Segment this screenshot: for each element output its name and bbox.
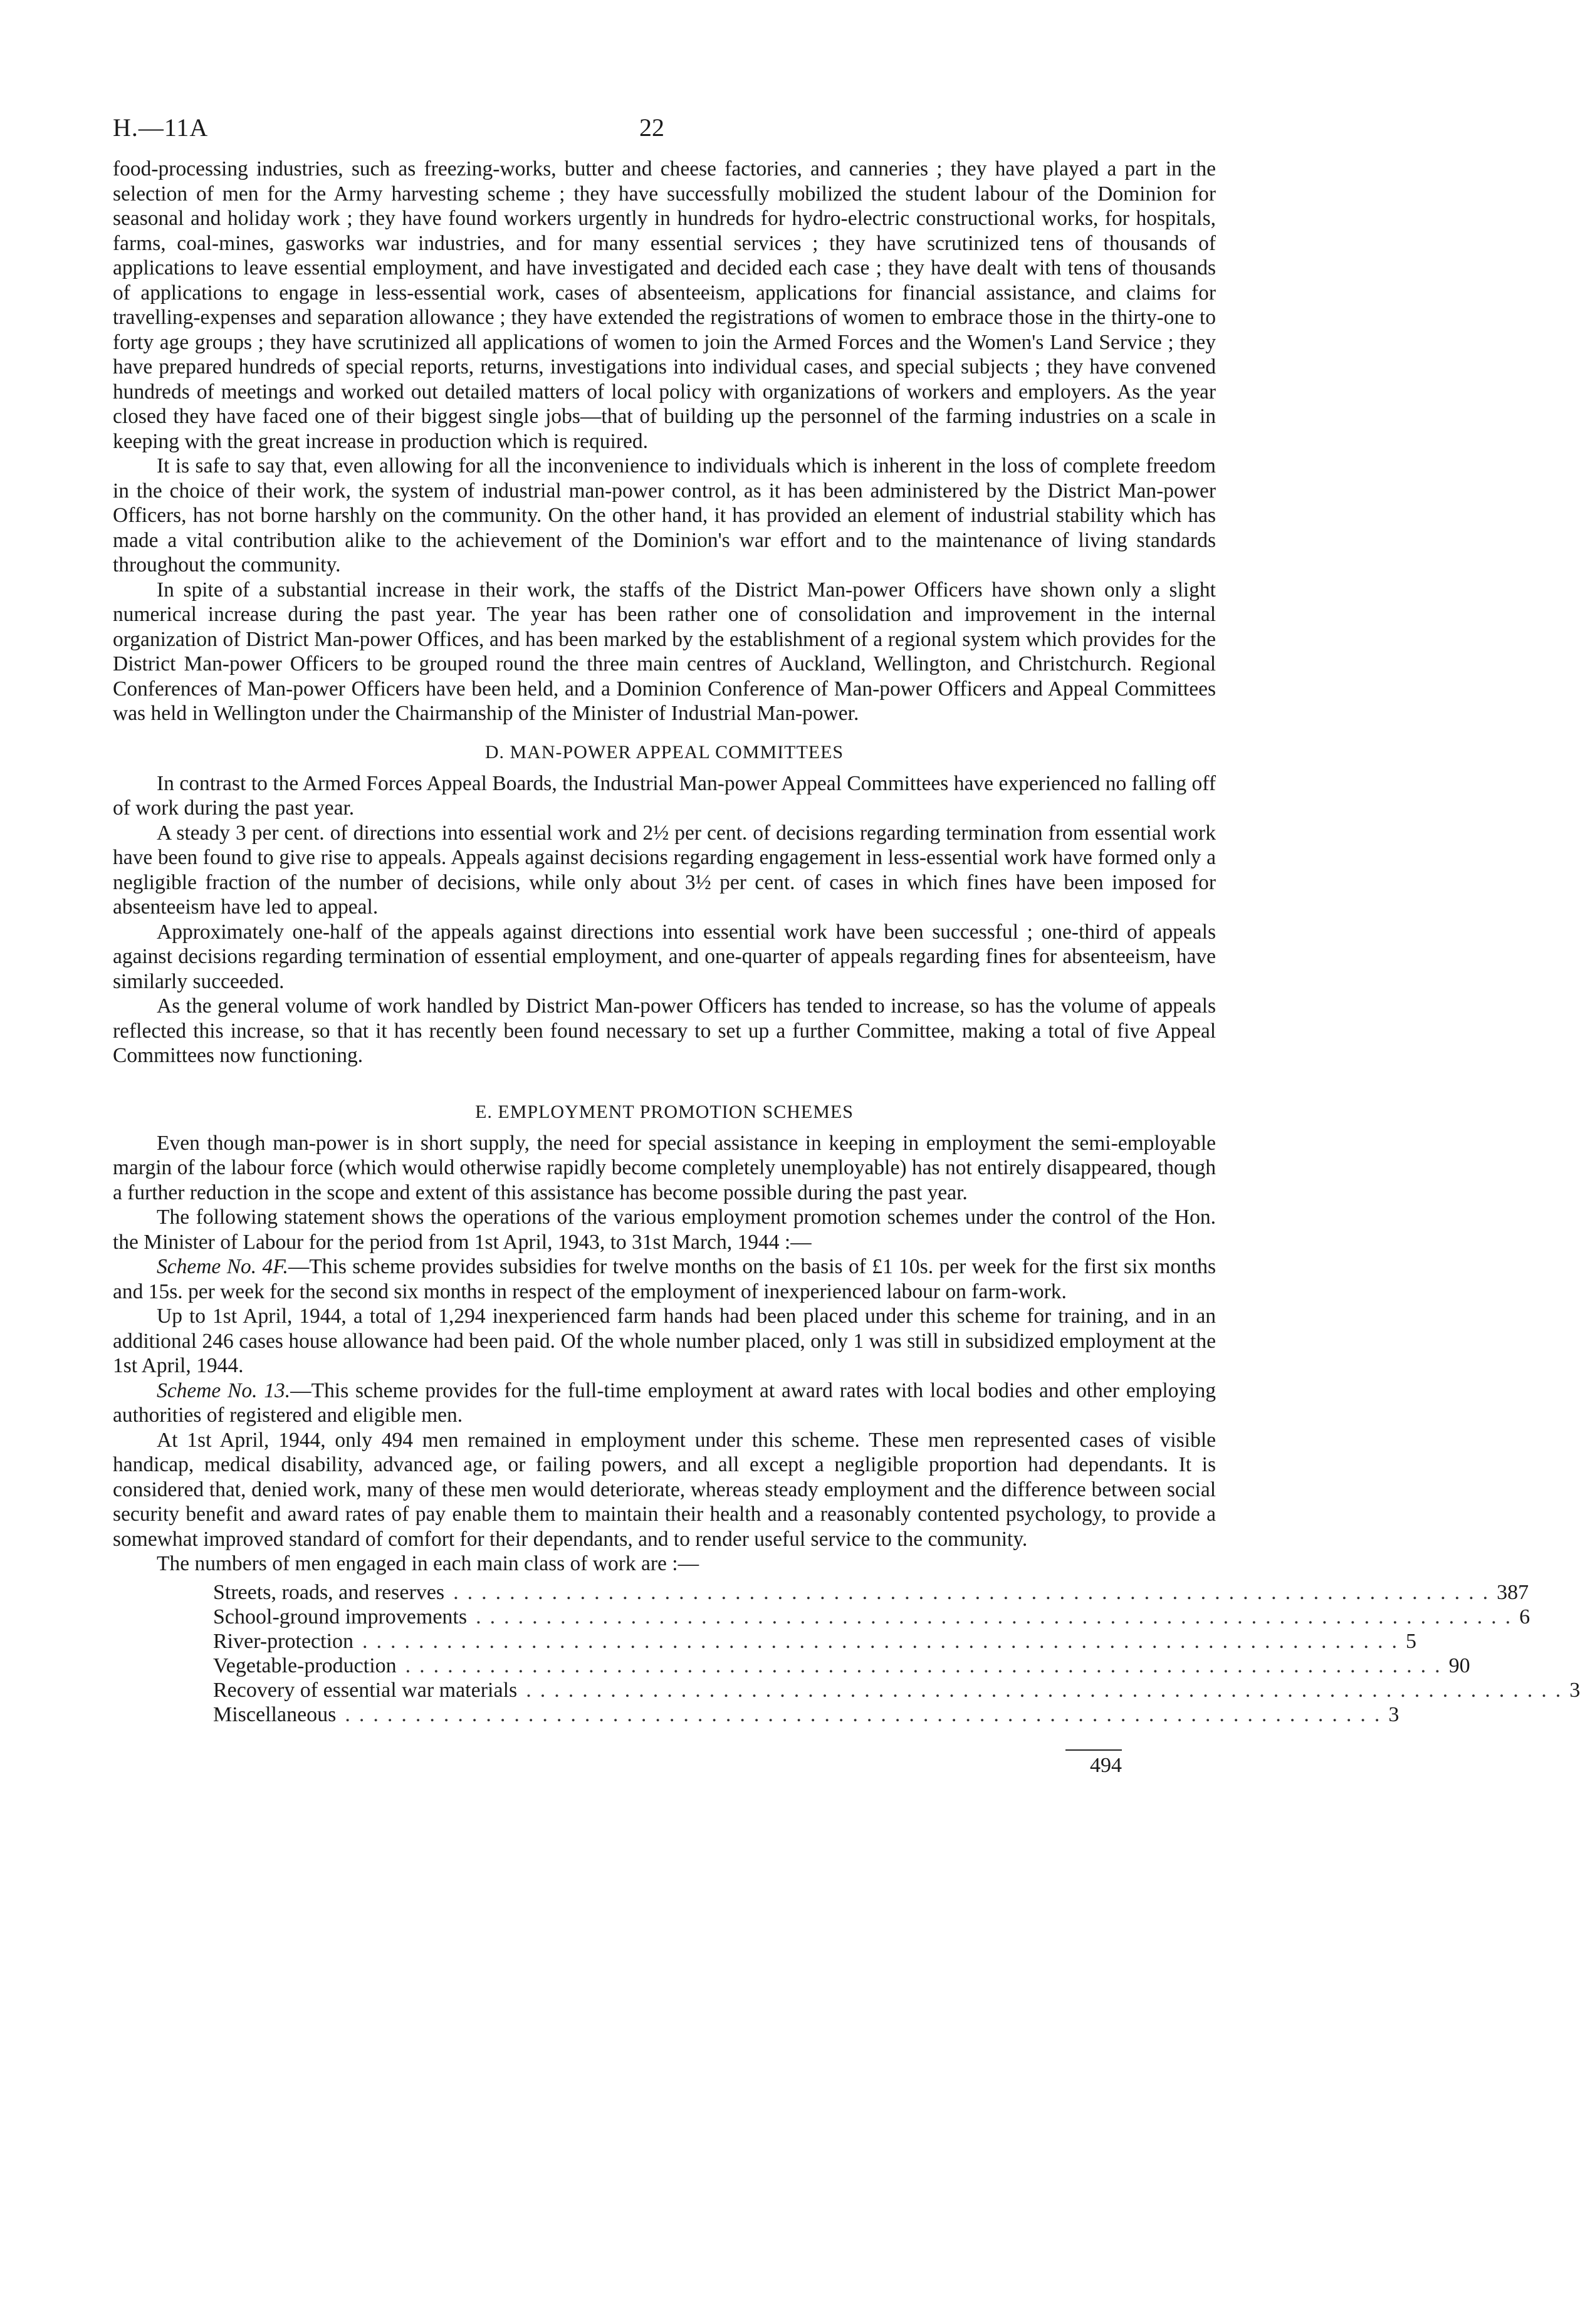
scheme-4f-title: Scheme No. 4F. (157, 1255, 288, 1278)
leader-dots: .......................................................................... (362, 1629, 1406, 1653)
scheme-13-paragraph (113, 1378, 1216, 1428)
row-value: 387 (1497, 1580, 1529, 1604)
paragraph: Even though man-power is in short supply, the need for special assistance in keeping in employment the semi-employable margin of the labour force (which would otherwise rapidly become completely unemployable) has not entirely disappeared, though a further reduction in the scope and extent of this assistance has become possible during the past year. (113, 1131, 1216, 1204)
table-row (213, 1678, 1580, 1702)
document-page (113, 100, 1580, 1778)
table-row (213, 1605, 1530, 1629)
table-total-row (213, 1753, 1122, 1778)
paragraph: It is safe to say that, even allowing for all the inconvenience to individuals which is inherent in the loss of complete freedom in the choice of their work, the system of industrial man-power control, as it has been administered by the District Man-power Officers, has not borne harshly on the community. On the other hand, it has provided an element of industrial stability which has made a vital contribution alike to the achievement of the Dominion's war effort and to the maintenance of living standards throughout the community. (113, 454, 1216, 576)
scheme-4f-paragraph (113, 1254, 1216, 1304)
total-rule (1065, 1749, 1122, 1751)
leader-dots: .......................................................................... (405, 1654, 1449, 1677)
table-row (213, 1629, 1417, 1654)
paragraph: Up to 1st April, 1944, a total of 1,294 inexperienced farm hands had been placed under this scheme for training, and in an additional 246 cases house allowance had been paid. Of the whole number placed, only 1 was still in subsidized employment at the 1st April, 1944. (113, 1305, 1216, 1377)
leader-dots: .......................................................................... (526, 1678, 1570, 1702)
paragraph: A steady 3 per cent. of directions into essential work and 2½ per cent. of decisions regarding termination from essential work have been found to give rise to appeals. Appeals against decisions regarding engagement in less-essential work have formed only a negligible fraction of the number of decisions, while only about 3½ per cent. of cases in which fines have been imposed for absenteeism have led to appeal. (113, 821, 1216, 919)
leader-dots: .......................................................................... (476, 1605, 1520, 1628)
page-header (113, 100, 1216, 150)
work-class-table (213, 1580, 1580, 1778)
paragraph: Approximately one-half of the appeals against directions into essential work have been successful ; one-third of appeals against decisions regarding termination of essential employment, and one-quarter of appeals regarding fines for absenteeism, have similarly succeeded. (113, 920, 1216, 993)
row-value: 3 (1388, 1702, 1400, 1726)
leader-dots: .......................................................................... (345, 1702, 1389, 1726)
scheme-13-text: —This scheme provides for the full-time employment at award rates with local bodies and other employing authorities of registered and eligible men. (113, 1378, 1216, 1427)
section-heading-d: D. MAN-POWER APPEAL COMMITTEES (484, 741, 844, 763)
paragraph: At 1st April, 1944, only 494 men remained in employment under this scheme. These men represented cases of visible handicap, medical disability, advanced age, or failing powers, and all except a negligible proportion had dependants. It is considered that, denied work, many of these men would deteriorate, whereas steady employment and the difference between social security benefit and award rates of pay enable them to maintain their health and a reasonably contented psychology, to provide a somewhat improved standard of comfort for their dependants, and to render useful service to the community. (113, 1428, 1216, 1551)
paragraph: In spite of a substantial increase in their work, the staffs of the District Man-power Officers have shown only a slight numerical increase during the past year. The year has been rather one of consolidation and improvement in the internal organization of District Man-power Offices, and has been marked by the establishment of a regional system which provides for the District Man-power Officers to be grouped round the three main centres of Auckland, Wellington, and Christchurch. Regional Conferences of Man-power Officers have been held, and a Dominion Conference of Man-power Officers and Appeal Committees was held in Wellington under the Chairmanship of the Minister of Industrial Man-power. (113, 578, 1216, 725)
leader-dots: .......................................................................... (453, 1580, 1497, 1604)
row-value: 90 (1448, 1654, 1470, 1677)
paragraph: As the general volume of work handled by District Man-power Officers has tended to increase, so has the volume of appeals reflected this increase, so that it has recently been found necessary to set up a further Committee, making a total of five Appeal Committees now functioning. (113, 994, 1216, 1067)
scheme-4f-text: —This scheme provides subsidies for twelve months on the basis of £1 10s. per week for the first six months and 15s. per week for the second six months in respect of the employment of inexperienced labour on farm-work. (113, 1255, 1216, 1303)
row-value: 3 (1569, 1678, 1580, 1702)
row-label: Recovery of essential war materials (213, 1678, 518, 1702)
scheme-13-title: Scheme No. 13. (157, 1378, 291, 1402)
table-row (213, 1702, 1400, 1727)
row-label: Streets, roads, and reserves (213, 1580, 445, 1604)
row-value: 6 (1519, 1605, 1530, 1628)
row-label: School-ground improvements (213, 1605, 468, 1628)
paragraph: food-processing industries, such as freezing-works, butter and cheese factories, and canneries ; they have played a part in the selection of men for the Army harvesting scheme ; they have successfully mobilized the student labour of the Dominion for seasonal and holiday work ; they have found workers urgently in hundreds for hydro-electric constructional works, for hospitals, farms, coal-mines, gasworks war industries, and for many essential services ; they have scrutinized tens of thousands of applications to leave essential employment, and have investigated and decided each case ; they have dealt with tens of thousands of applications to engage in less-essential work, cases of absenteeism, applications for financial assistance, and claims for travelling-expenses and separation allowance ; they have extended the registrations of women to embrace those in the thirty-one to forty age groups ; they have scrutinized all applications of women to join the Armed Forces and the Women's Land Service ; they have prepared hundreds of special reports, returns, investigations into individual cases, and special subjects ; they have convened hundreds of meetings and worked out detailed matters of local policy with organizations of workers and employers. As the year closed they have faced one of their biggest single jobs—that of building up the personnel of the farming industries on a scale in keeping with the great increase in production which is required. (113, 157, 1216, 453)
row-label: Vegetable-production (213, 1654, 397, 1677)
row-label: Miscellaneous (213, 1702, 337, 1726)
document-body (113, 157, 1216, 1576)
table-intro: The numbers of men engaged in each main class of work are :— (157, 1552, 699, 1575)
table-row (213, 1654, 1470, 1678)
paragraph: In contrast to the Armed Forces Appeal Boards, the Industrial Man-power Appeal Committees have experienced no falling off of work during the past year. (113, 771, 1216, 820)
paragraph: The following statement shows the operations of the various employment promotion schemes under the control of the Hon. the Minister of Labour for the period from 1st April, 1943, to 31st March, 1944 :— (113, 1206, 1216, 1254)
section-heading-e: E. EMPLOYMENT PROMOTION SCHEMES (475, 1101, 854, 1122)
table-row (213, 1580, 1529, 1605)
row-label: River-protection (213, 1629, 354, 1653)
document-reference: H.—11A (113, 113, 209, 142)
page-number: 22 (639, 113, 664, 142)
row-value: 5 (1406, 1629, 1417, 1653)
table-total: 494 (1090, 1753, 1122, 1777)
